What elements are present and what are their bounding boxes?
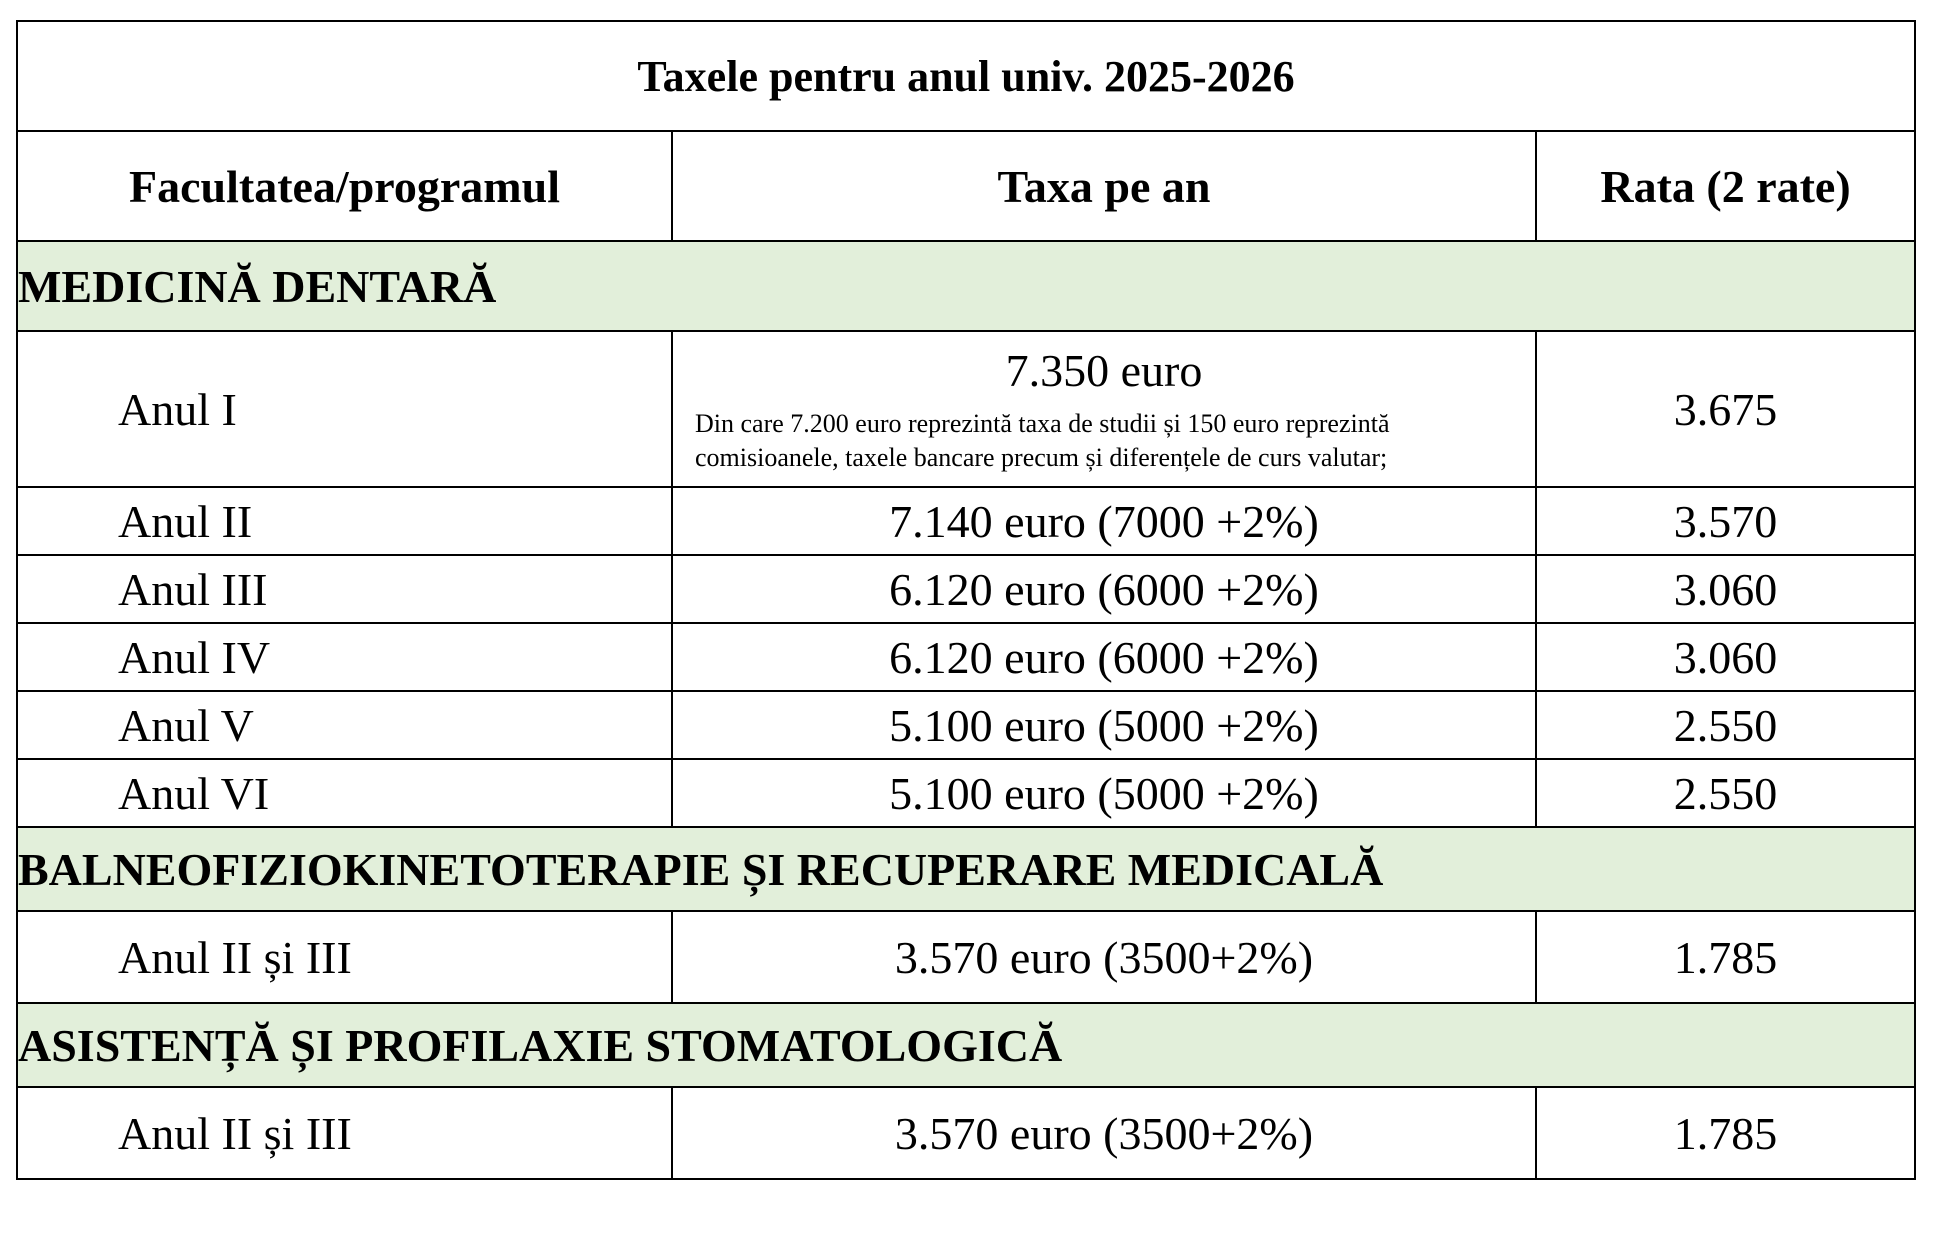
section-title: BALNEOFIZIOKINETOTERAPIE ȘI RECUPERARE MEDICALĂ: [17, 827, 1915, 911]
table-row: [17, 759, 1915, 827]
fee-cell: [672, 331, 1536, 487]
rate-cell: 3.675: [1536, 331, 1915, 487]
header-fee: Taxa pe an: [672, 131, 1536, 241]
header-rate: Rata (2 rate): [1536, 131, 1915, 241]
year-cell: Anul II și III: [17, 911, 672, 1003]
year-cell: Anul VI: [17, 759, 672, 827]
fee-cell: 3.570 euro (3500+2%): [672, 911, 1536, 1003]
year-cell: Anul II și III: [17, 1087, 672, 1179]
rate-cell: 1.785: [1536, 911, 1915, 1003]
table-row: [17, 331, 1915, 487]
section-balneofiziokinetoterapie: [17, 827, 1915, 911]
rate-cell: 3.060: [1536, 623, 1915, 691]
section-medicina-dentara: [17, 241, 1915, 331]
year-cell: Anul I: [17, 331, 672, 487]
fee-note: Din care 7.200 euro reprezintă taxa de studii și 150 euro reprezintă comisioanele, taxele bancare precum și diferențele de curs valutar;: [695, 408, 1390, 472]
fee-cell: 5.100 euro (5000 +2%): [672, 759, 1536, 827]
section-title: MEDICINĂ DENTARĂ: [17, 241, 1915, 331]
fee-cell: 6.120 euro (6000 +2%): [672, 555, 1536, 623]
rate-cell: 2.550: [1536, 691, 1915, 759]
header-program: Facultatea/programul: [17, 131, 672, 241]
fee-cell: 7.140 euro (7000 +2%): [672, 487, 1536, 555]
year-cell: Anul IV: [17, 623, 672, 691]
rate-cell: 2.550: [1536, 759, 1915, 827]
header-row: [17, 131, 1915, 241]
rate-cell: 1.785: [1536, 1087, 1915, 1179]
table-row: [17, 623, 1915, 691]
fee-cell: 6.120 euro (6000 +2%): [672, 623, 1536, 691]
rate-cell: 3.060: [1536, 555, 1915, 623]
year-cell: Anul III: [17, 555, 672, 623]
table-title: Taxele pentru anul univ. 2025-2026: [17, 21, 1915, 131]
table-row: [17, 487, 1915, 555]
year-cell: Anul V: [17, 691, 672, 759]
title-row: [17, 21, 1915, 131]
table-row: [17, 555, 1915, 623]
fees-table: [16, 20, 1916, 1180]
fee-cell: 3.570 euro (3500+2%): [672, 1087, 1536, 1179]
fee-amount: 7.350 euro: [1005, 344, 1203, 396]
section-asistenta-profilaxie: [17, 1003, 1915, 1087]
table-row: [17, 691, 1915, 759]
table-row: [17, 911, 1915, 1003]
section-title: ASISTENȚĂ ȘI PROFILAXIE STOMATOLOGICĂ: [17, 1003, 1915, 1087]
fee-cell: 5.100 euro (5000 +2%): [672, 691, 1536, 759]
rate-cell: 3.570: [1536, 487, 1915, 555]
year-cell: Anul II: [17, 487, 672, 555]
table-row: [17, 1087, 1915, 1179]
